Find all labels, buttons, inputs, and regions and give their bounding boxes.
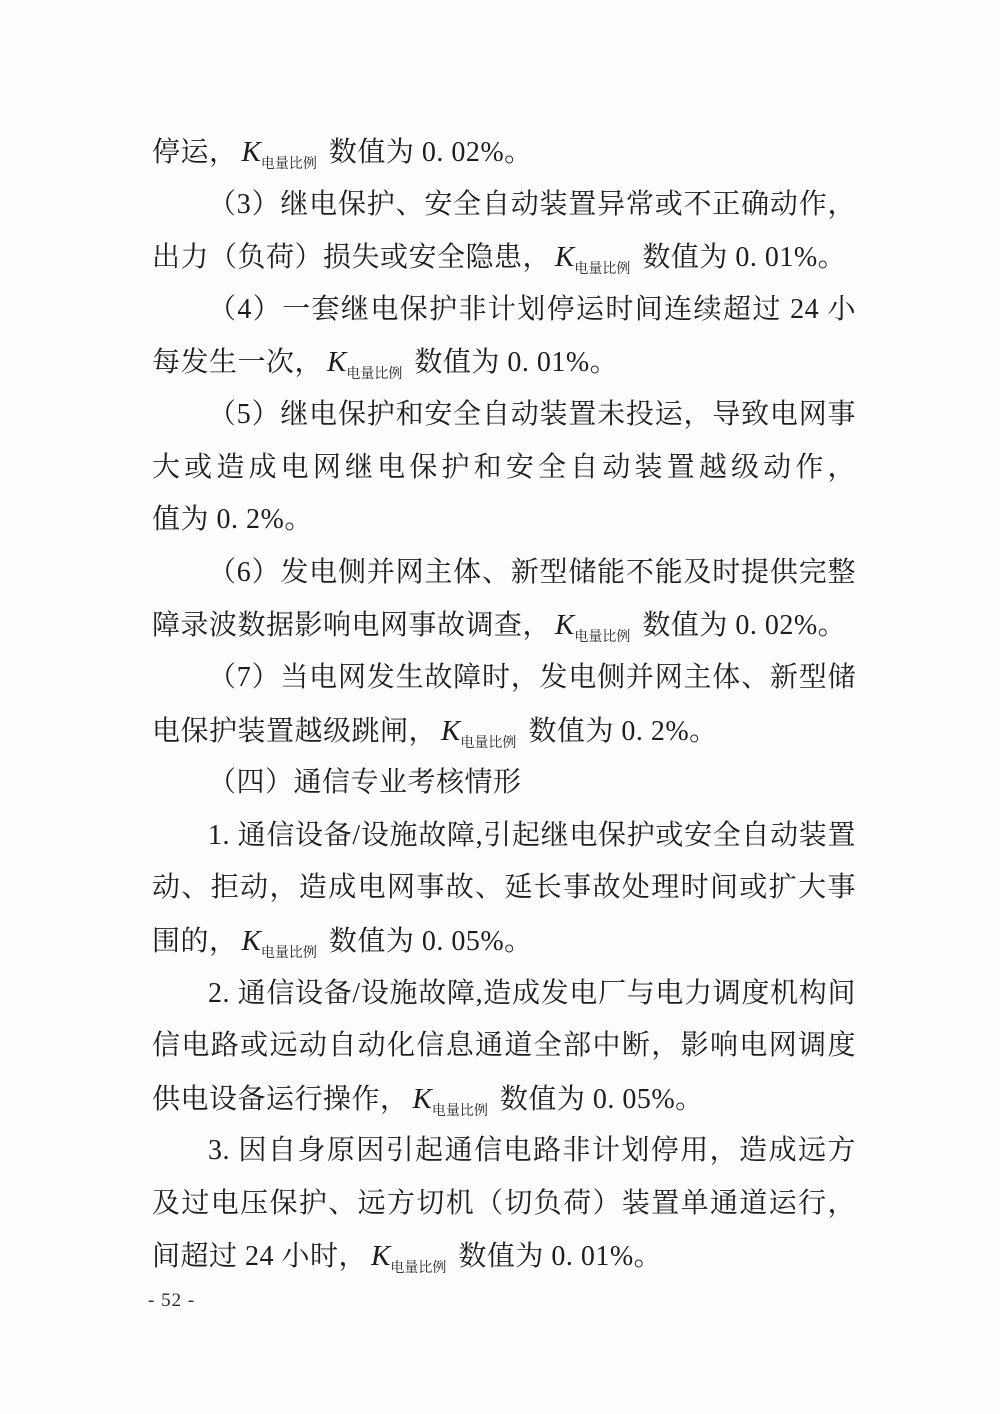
page-footer — [148, 1290, 195, 1312]
text-line — [152, 652, 856, 705]
k-symbol-subscript: 电量比例 — [260, 945, 317, 961]
k-energy-ratio-symbol — [555, 609, 636, 646]
text-line — [152, 547, 856, 600]
k-symbol-base: K — [241, 924, 261, 957]
text-line — [152, 1125, 856, 1178]
k-energy-ratio-symbol — [412, 1082, 494, 1119]
line-text: 信电路或远动自动化信息通道全部中断，影响电网调度 — [152, 1030, 856, 1062]
text-line — [152, 1230, 856, 1283]
line-text: 电保护装置越级跳闸， — [152, 715, 438, 747]
text-line — [152, 389, 856, 442]
k-energy-ratio-symbol — [555, 241, 636, 278]
line-text: 数值为 0. 01%。 — [642, 242, 847, 274]
k-energy-ratio-symbol — [371, 1240, 452, 1277]
text-line — [152, 757, 856, 810]
line-text: （四）通信专业考核情形 — [208, 767, 522, 799]
text-line — [152, 494, 856, 547]
line-text: 围的， — [152, 925, 238, 957]
k-symbol-base: K — [412, 1082, 432, 1115]
line-text: 出力（负荷）损失或安全隐患， — [152, 242, 552, 274]
text-line — [152, 915, 856, 968]
text-line — [152, 231, 856, 284]
k-symbol-base: K — [327, 346, 347, 379]
text-line — [152, 1020, 856, 1073]
text-line — [152, 442, 856, 495]
text-line — [152, 1073, 856, 1126]
k-symbol-subscript: 电量比例 — [260, 157, 317, 172]
k-symbol-base: K — [555, 241, 575, 274]
text-line — [152, 599, 856, 652]
k-symbol-subscript: 电量比例 — [574, 262, 631, 278]
line-text: 大或造成电网继电保护和安全自动装置越级动作， — [152, 451, 856, 483]
line-text: 间超过 24 小时， — [152, 1241, 368, 1273]
line-text: 数值为 0. 01%。 — [414, 347, 619, 379]
text-line — [152, 284, 856, 337]
text-line — [152, 1178, 856, 1231]
text-line — [152, 705, 856, 758]
line-text: 值为 0. 2%。 — [152, 504, 313, 536]
line-text: 2. 通信设备/设施故障,造成发电厂与电力调度机构间 — [208, 977, 856, 1009]
line-text: （5）继电保护和安全自动装置未投运，导致电网事 — [208, 398, 856, 430]
line-text: 每发生一次， — [152, 347, 324, 379]
line-text: 3. 因自身原因引起通信电路非计划停用，造成远方 — [208, 1135, 856, 1167]
k-energy-ratio-symbol — [241, 924, 323, 961]
k-symbol-subscript: 电量比例 — [346, 367, 403, 383]
line-text: 障录波数据影响电网事故调查， — [152, 610, 552, 642]
k-symbol-subscript: 电量比例 — [460, 735, 517, 751]
k-symbol-base: K — [441, 714, 461, 747]
text-line — [152, 968, 856, 1021]
k-energy-ratio-symbol — [441, 714, 522, 751]
line-text: （6）发电侧并网主体、新型储能不能及时提供完整 — [208, 556, 856, 588]
line-text: 数值为 0. 02%。 — [328, 137, 533, 168]
line-text: 数值为 0. 01%。 — [458, 1241, 663, 1273]
line-text: （3）继电保护、安全自动装置异常或不正确动作， — [208, 188, 856, 220]
k-symbol-subscript: 电量比例 — [390, 1261, 447, 1277]
k-symbol-subscript: 电量比例 — [574, 630, 631, 646]
line-text: 供电设备运行操作， — [152, 1083, 409, 1115]
line-text: 数值为 0. 2%。 — [528, 715, 718, 747]
line-text: 数值为 0. 05%。 — [499, 1083, 704, 1115]
line-text: 及过电压保护、远方切机（切负荷）装置单通道运行， — [152, 1187, 856, 1219]
text-line — [152, 810, 856, 863]
k-energy-ratio-symbol — [241, 136, 323, 172]
line-text: 数值为 0. 05%。 — [328, 925, 533, 957]
line-text: 数值为 0. 02%。 — [642, 610, 847, 642]
k-symbol-base: K — [371, 1240, 391, 1273]
k-energy-ratio-symbol — [327, 346, 408, 383]
text-line — [152, 862, 856, 915]
line-text: 停运， — [152, 137, 238, 168]
text-line — [152, 336, 856, 389]
text-line — [152, 126, 856, 179]
text-line — [152, 179, 856, 232]
document-body — [152, 126, 856, 1283]
line-text: （7）当电网发生故障时，发电侧并网主体、新型储 — [208, 661, 856, 693]
k-symbol-base: K — [241, 136, 261, 168]
page-number: - 52 - — [148, 1290, 196, 1311]
line-text: （4）一套继电保护非计划停运时间连续超过 24 小 — [208, 293, 856, 325]
line-text: 动、拒动，造成电网事故、延长事故处理时间或扩大事 — [152, 872, 856, 904]
line-text: 1. 通信设备/设施故障,引起继电保护或安全自动装置 — [208, 819, 856, 851]
k-symbol-subscript: 电量比例 — [431, 1103, 488, 1119]
k-symbol-base: K — [555, 609, 575, 642]
